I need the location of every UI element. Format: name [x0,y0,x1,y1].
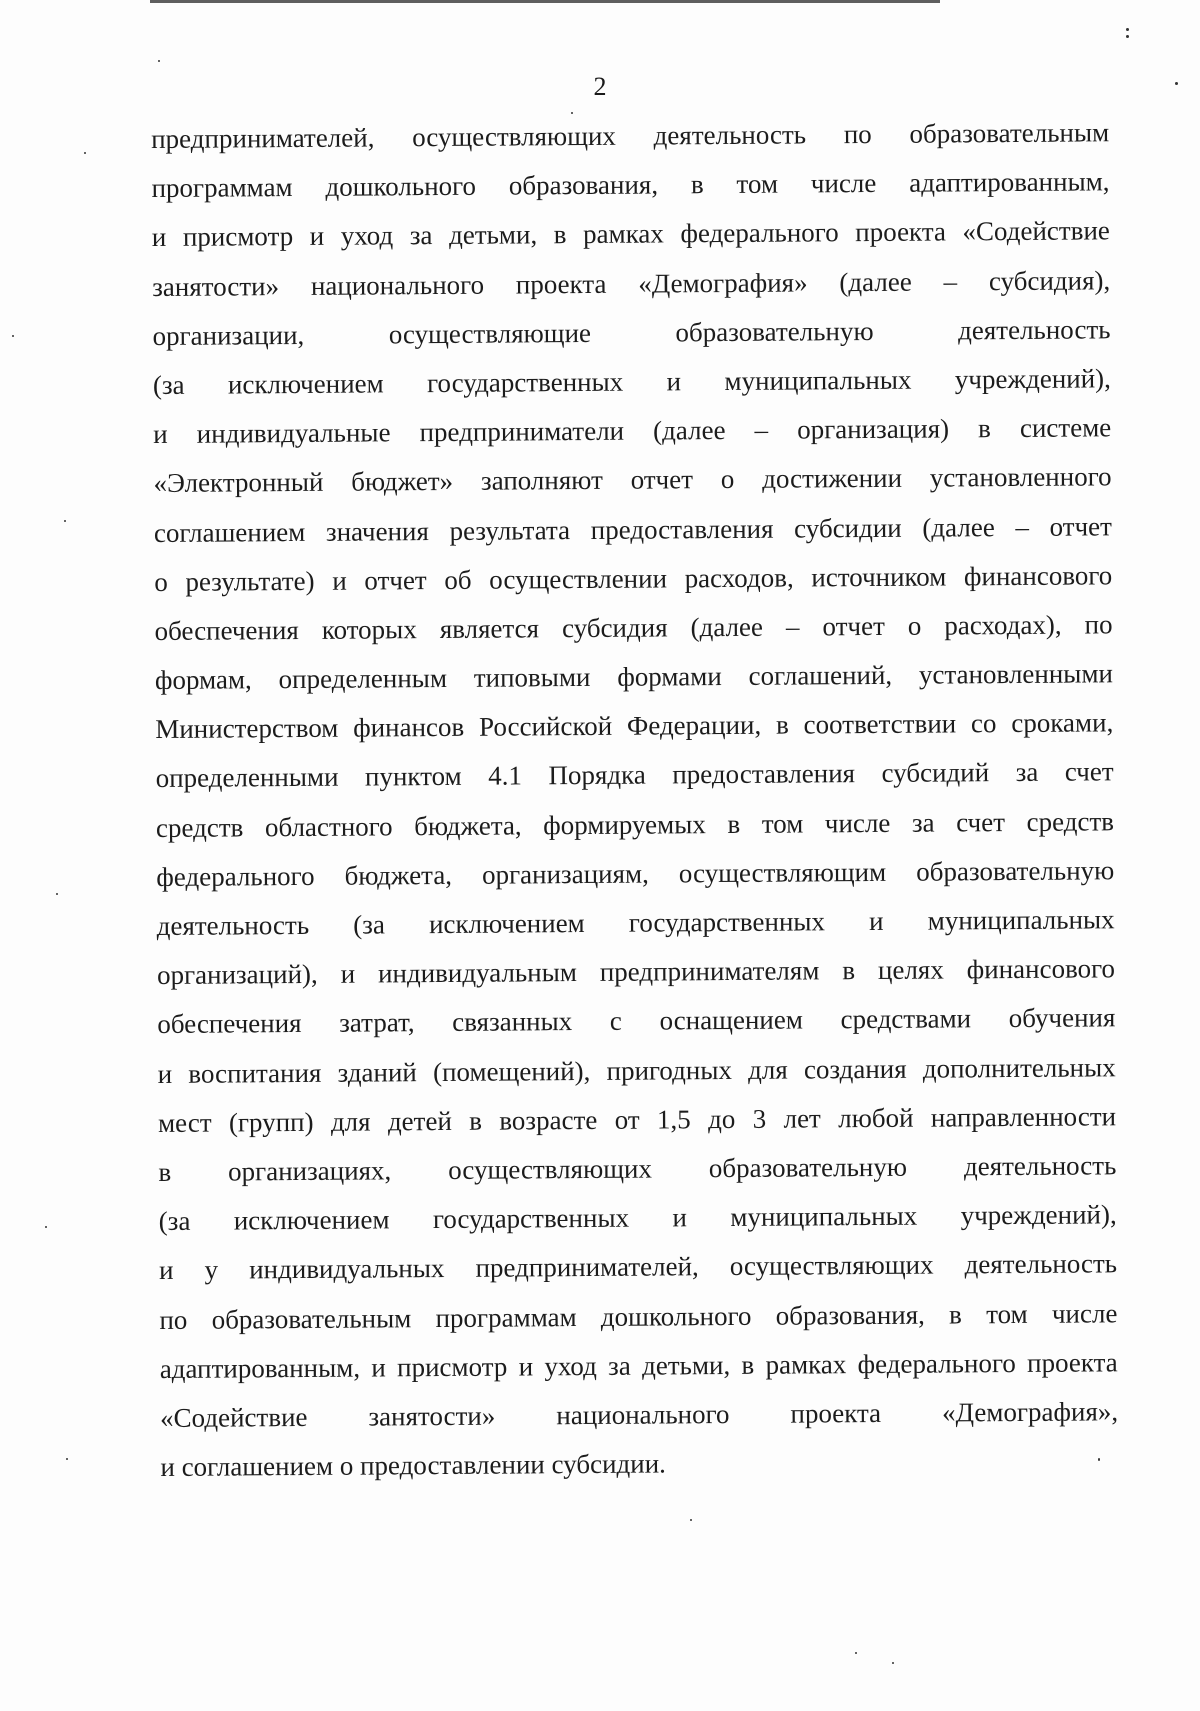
text-line: предпринимателей, осуществляющих деятельность по образовательным [151,117,1110,154]
text-line: и у индивидуальных предпринимателей, осуществляющих деятельность [158,1248,1118,1286]
scan-speck [158,60,160,62]
scan-speck [855,1652,857,1654]
text-line: программам дошкольного образования, в том числе адаптированным, [151,166,1110,204]
scan-speck [1126,28,1129,31]
text-line: и присмотр и уход за детьми, в рамках федерального проекта «Содействие [151,215,1110,253]
text-line: организаций), и индивидуальным предпринимателям в целях финансового [156,953,1116,991]
text-line: «Электронный бюджет» заполняют отчет о достижении установленного [153,461,1112,499]
text-line: формам, определенным типовыми формами соглашений, установленными [154,658,1114,696]
text-line: (за исключением государственных и муниципальных учреждений), [158,1199,1117,1237]
text-line: мест (групп) для детей в возрасте от 1,5 до 3 лет любой направленности [157,1101,1117,1138]
scan-speck [1098,1458,1100,1461]
text-line: адаптированным, и присмотр и уход за детьми, в рамках федерального проекта [159,1346,1118,1384]
scan-speck [56,893,58,895]
text-line: и воспитания зданий (помещений), пригодных для создания дополнительных [157,1051,1116,1089]
text-line: обеспечения затрат, связанных с оснащением средствами обучения [157,1002,1116,1040]
text-line: деятельность (за исключением государственных и муниципальных [156,904,1115,941]
text-line: организации, осуществляющие образовательную деятельность [152,314,1111,351]
text-line: Министерством финансов Российской Федерации, в соответствии со сроками, [155,707,1114,745]
text-line: о результате) и отчет об осуществлении расходов, источником финансового [154,559,1113,597]
scan-speck [84,152,86,154]
scan-speck [66,1458,68,1460]
text-line: занятости» национального проекта «Демография» (далее – субсидия), [152,264,1111,302]
scan-speck [1126,35,1129,38]
text-line: соглашением значения результата предоставления субсидии (далее – отчет [153,510,1112,548]
scan-speck [892,1662,894,1664]
text-line: в организациях, осуществляющих образовательную деятельность [158,1150,1117,1187]
text-line: и индивидуальные предприниматели (далее – организация) в системе [153,412,1112,450]
scan-edge-line [150,0,940,3]
scan-speck [571,112,573,114]
text-line: и соглашением о предоставлении субсидии. [160,1448,666,1483]
scan-speck [690,1519,692,1521]
scan-speck [1175,82,1178,85]
text-line: федерального бюджета, организациям, осуществляющим образовательную [156,855,1115,892]
scan-speck [64,520,66,522]
scan-speck [45,1226,47,1228]
text-line: «Содействие занятости» национального проекта «Демография», [159,1396,1119,1433]
body-text [151,108,1119,1492]
text-line: средств областного бюджета, формируемых в том числе за счет средств [155,805,1115,843]
text-line: определенными пунктом 4.1 Порядка предоставления субсидий за счет [155,756,1114,794]
page-number: 2 [593,72,607,101]
text-line: по образовательным программам дошкольного образования, в том числе [159,1297,1118,1335]
scan-speck [12,335,14,337]
text-line: (за исключением государственных и муниципальных учреждений), [152,363,1111,400]
text-line: обеспечения которых является субсидия (далее – отчет о расходах), по [154,609,1113,646]
